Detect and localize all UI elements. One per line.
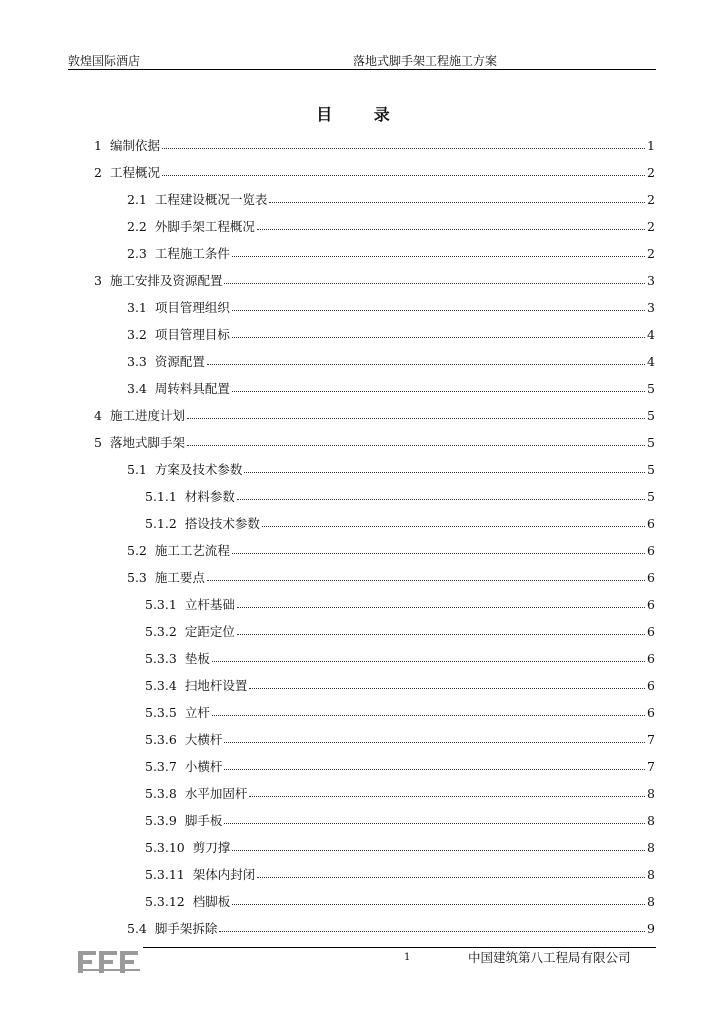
toc-entry-page: 3 [647, 273, 655, 288]
toc-entry-page: 2 [647, 192, 655, 207]
toc-entry-label: 材料参数 [184, 489, 235, 504]
toc-entry-page: 2 [647, 219, 655, 234]
toc-entry[interactable] [94, 668, 655, 695]
toc-entry-page: 2 [647, 246, 655, 261]
toc-entry-page: 8 [647, 840, 655, 855]
toc-entry-label: 工程概况 [109, 165, 160, 180]
toc-entry[interactable] [94, 857, 655, 884]
toc-dot-leader [257, 877, 645, 878]
toc-entry-page: 8 [647, 786, 655, 801]
toc-entry[interactable] [94, 533, 655, 560]
toc-entry-number: 5.3.5 [145, 705, 177, 720]
toc-entry-page: 6 [647, 516, 655, 531]
toc-entry-number: 2.2 [127, 219, 147, 234]
toc-entry-number: 5.3.3 [145, 651, 177, 666]
toc-entry[interactable] [94, 776, 655, 803]
toc-entry-number: 3.4 [127, 381, 147, 396]
toc-entry-page: 8 [647, 894, 655, 909]
toc-entry-page: 6 [647, 543, 655, 558]
toc-dot-leader [249, 796, 645, 797]
toc-entry-number: 5.3.6 [145, 732, 177, 747]
toc-entry-label: 立杆 [184, 705, 210, 720]
footer-page-number: 1 [404, 952, 411, 963]
toc-dot-leader [224, 283, 645, 284]
toc-entry-label: 大横杆 [184, 732, 223, 747]
toc-entry[interactable] [94, 371, 655, 398]
toc-dot-leader [237, 607, 645, 608]
toc-entry-label: 外脚手架工程概况 [154, 219, 255, 234]
toc-entry-number: 2 [94, 165, 102, 180]
toc-entry-number: 5.3.8 [145, 786, 177, 801]
toc-entry[interactable] [94, 641, 655, 668]
toc-entry-page: 6 [647, 597, 655, 612]
toc-entry[interactable] [94, 803, 655, 830]
cscec-logo-icon [78, 948, 140, 974]
toc-entry-number: 5.3.7 [145, 759, 177, 774]
toc-entry-label: 水平加固杆 [184, 786, 248, 801]
toc-entry[interactable] [94, 452, 655, 479]
toc-entry-label: 垫板 [184, 651, 210, 666]
toc-entry-page: 6 [647, 678, 655, 693]
toc-entry-page: 3 [647, 300, 655, 315]
toc-entry-label: 工程建设概况一览表 [154, 192, 268, 207]
toc-entry-page: 6 [647, 624, 655, 639]
toc-entry-label: 剪刀撑 [192, 840, 231, 855]
toc-dot-leader [187, 418, 645, 419]
toc-entry[interactable] [94, 722, 655, 749]
toc-entry-label: 施工进度计划 [109, 408, 185, 423]
toc-entry[interactable] [94, 128, 655, 155]
table-of-contents [94, 128, 655, 938]
toc-entry[interactable] [94, 263, 655, 290]
toc-entry-number: 3 [94, 273, 102, 288]
toc-entry-label: 搭设技术参数 [184, 516, 260, 531]
toc-entry-page: 5 [647, 408, 655, 423]
toc-entry-number: 3.3 [127, 354, 147, 369]
toc-entry-number: 2.1 [127, 192, 147, 207]
toc-entry-label: 项目管理目标 [154, 327, 230, 342]
toc-entry-label: 小横杆 [184, 759, 223, 774]
toc-entry-label: 脚手板 [184, 813, 223, 828]
toc-entry[interactable] [94, 560, 655, 587]
toc-entry[interactable] [94, 209, 655, 236]
toc-entry[interactable] [94, 317, 655, 344]
toc-entry-page: 8 [647, 867, 655, 882]
toc-entry[interactable] [94, 884, 655, 911]
toc-entry-page: 1 [647, 138, 655, 153]
toc-entry-label: 架体内封闭 [192, 867, 256, 882]
toc-dot-leader [257, 229, 645, 230]
toc-entry-label: 扫地杆设置 [184, 678, 248, 693]
toc-entry[interactable] [94, 290, 655, 317]
toc-entry-number: 5.3.11 [145, 867, 185, 882]
toc-entry-page: 8 [647, 813, 655, 828]
toc-dot-leader [249, 688, 645, 689]
toc-dot-leader [207, 580, 645, 581]
toc-dot-leader [232, 553, 645, 554]
toc-dot-leader [212, 715, 645, 716]
toc-entry-number: 5.3.1 [145, 597, 177, 612]
toc-entry-page: 5 [647, 462, 655, 477]
toc-entry[interactable] [94, 182, 655, 209]
toc-entry-label: 定距定位 [184, 624, 235, 639]
toc-entry-number: 5.3.9 [145, 813, 177, 828]
toc-dot-leader [232, 310, 645, 311]
toc-entry-label: 施工要点 [154, 570, 205, 585]
toc-dot-leader [244, 472, 645, 473]
toc-entry-label: 落地式脚手架 [109, 435, 185, 450]
toc-dot-leader [162, 148, 645, 149]
toc-entry[interactable] [94, 911, 655, 938]
toc-dot-leader [224, 823, 645, 824]
toc-entry-page: 4 [647, 354, 655, 369]
toc-dot-leader [232, 850, 645, 851]
toc-entry[interactable] [94, 506, 655, 533]
toc-entry[interactable] [94, 155, 655, 182]
toc-dot-leader [212, 661, 645, 662]
toc-entry-number: 3.2 [127, 327, 147, 342]
toc-dot-leader [237, 634, 645, 635]
toc-entry-number: 1 [94, 138, 102, 153]
toc-dot-leader [262, 526, 645, 527]
toc-entry-label: 编制依据 [109, 138, 160, 153]
toc-dot-leader [224, 742, 645, 743]
toc-entry[interactable] [94, 749, 655, 776]
toc-entry-page: 2 [647, 165, 655, 180]
toc-entry-number: 5 [94, 435, 102, 450]
toc-entry-number: 3.1 [127, 300, 147, 315]
toc-dot-leader [232, 256, 645, 257]
toc-entry-page: 6 [647, 651, 655, 666]
toc-entry-number: 5.3.4 [145, 678, 177, 693]
toc-entry-label: 工程施工条件 [154, 246, 230, 261]
toc-entry-number: 5.1.2 [145, 516, 177, 531]
toc-entry-number: 5.3.2 [145, 624, 177, 639]
toc-entry-number: 5.1 [127, 462, 147, 477]
toc-entry-number: 2.3 [127, 246, 147, 261]
toc-entry-label: 资源配置 [154, 354, 205, 369]
toc-entry-number: 5.1.1 [145, 489, 177, 504]
toc-entry-label: 施工工艺流程 [154, 543, 230, 558]
toc-entry-page: 5 [647, 381, 655, 396]
toc-dot-leader [232, 337, 645, 338]
toc-entry[interactable] [94, 614, 655, 641]
toc-dot-leader [269, 202, 645, 203]
toc-entry-page: 5 [647, 435, 655, 450]
toc-entry-page: 7 [647, 732, 655, 747]
toc-entry[interactable] [94, 425, 655, 452]
toc-entry-page: 7 [647, 759, 655, 774]
toc-entry[interactable] [94, 479, 655, 506]
toc-dot-leader [162, 175, 645, 176]
toc-entry[interactable] [94, 236, 655, 263]
toc-dot-leader [219, 931, 645, 932]
toc-entry-page: 5 [647, 489, 655, 504]
toc-title: 目 录 [316, 105, 408, 124]
toc-entry[interactable] [94, 830, 655, 857]
toc-dot-leader [232, 904, 645, 905]
toc-entry-number: 5.3.12 [145, 894, 185, 909]
header-divider [68, 69, 656, 70]
header-document-title: 落地式脚手架工程施工方案 [353, 54, 498, 68]
toc-entry-number: 5.3 [127, 570, 147, 585]
toc-entry[interactable] [94, 587, 655, 614]
toc-entry-number: 4 [94, 408, 102, 423]
toc-entry-page: 6 [647, 705, 655, 720]
toc-dot-leader [232, 391, 645, 392]
toc-dot-leader [237, 499, 645, 500]
toc-dot-leader [207, 364, 645, 365]
toc-entry[interactable] [94, 398, 655, 425]
toc-entry-label: 脚手架拆除 [154, 921, 218, 936]
toc-entry-label: 立杆基础 [184, 597, 235, 612]
toc-dot-leader [187, 445, 645, 446]
toc-entry-page: 9 [647, 921, 655, 936]
toc-entry[interactable] [94, 344, 655, 371]
toc-entry-label: 施工安排及资源配置 [109, 273, 223, 288]
toc-entry-page: 4 [647, 327, 655, 342]
toc-entry-label: 方案及技术参数 [154, 462, 243, 477]
toc-entry-label: 档脚板 [192, 894, 231, 909]
toc-entry[interactable] [94, 695, 655, 722]
footer-company-name: 中国建筑第八工程局有限公司 [468, 950, 631, 965]
toc-entry-number: 5.3.10 [145, 840, 185, 855]
toc-entry-label: 项目管理组织 [154, 300, 230, 315]
toc-entry-label: 周转料具配置 [154, 381, 230, 396]
toc-dot-leader [224, 769, 645, 770]
toc-entry-number: 5.2 [127, 543, 147, 558]
toc-entry-number: 5.4 [127, 921, 147, 936]
header-project-name: 敦煌国际酒店 [68, 54, 141, 68]
toc-entry-page: 6 [647, 570, 655, 585]
